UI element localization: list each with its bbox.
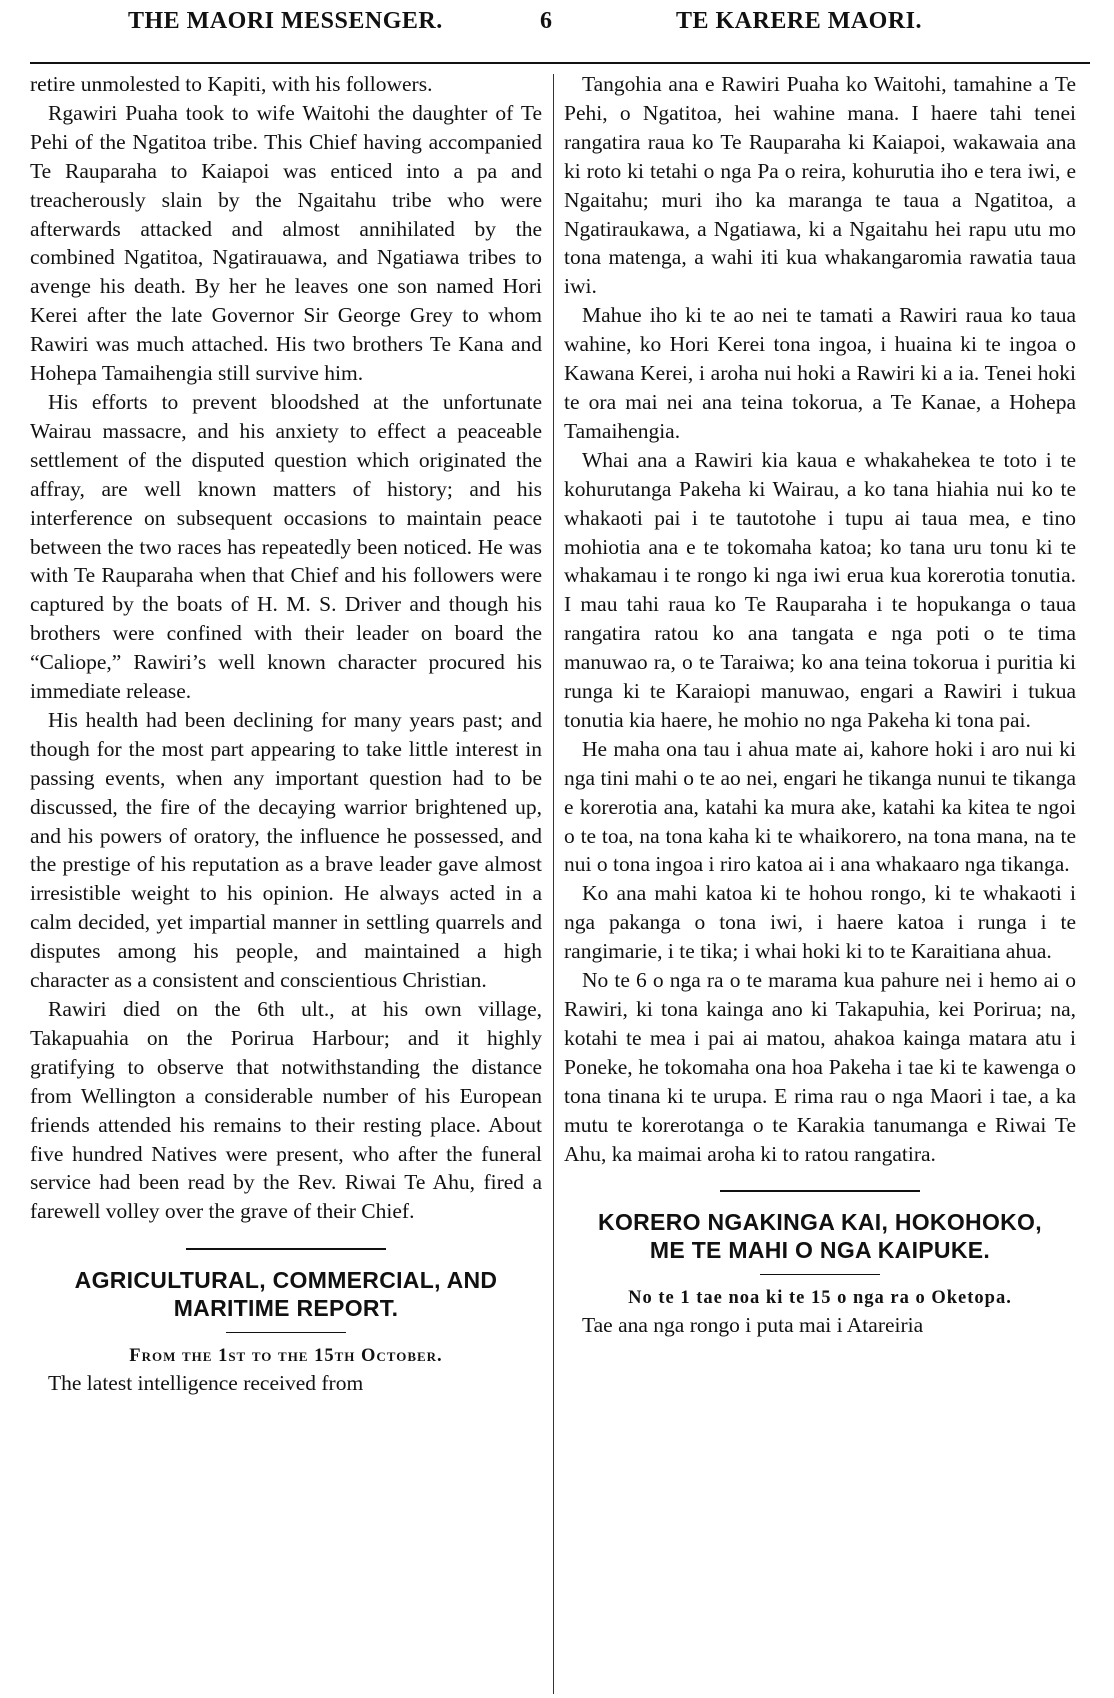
section-divider: [186, 1248, 386, 1250]
english-paragraph: Rgawiri Puaha took to wife Waitohi the daughter of Te Pehi of the Ngatitoa tribe. This Chief having accompanied Te Rauparaha to Kaiapoi was enticed into a pa and treacherously slain by the Ngaitahu tribe who were afterwards attacked and almost annihilated by the combined Ngatitoa, Ngatirauawa, and Ngatiawa tribes to avenge his death. By her he leaves one son named Hori Kerei after the late Governor Sir George Grey to whom Rawiri was much attached. His two brothers Te Kana and Hohepa Tamaihengia still survive him.: [30, 100, 542, 386]
maori-masthead-title: TE KARERE MAORI.: [676, 8, 923, 34]
english-masthead-title: THE MAORI MESSENGER.: [128, 8, 443, 34]
maori-paragraph: Whai ana a Rawiri kia kaua e whakahekea te toto i te kohurutanga Pakeha ki Wairau, a ko tana hiahia nui ko te whakaoti pai i te tautotohe i tupu ai taua mea, e tino mohiotia ana e te tokomaha katoa; ko tana uru tonu ki te whakamau i te rongo ki nga iwi erua kua korerotia tonutia. I mau tahi raua ko Te Rauparaha i te hopukanga o taua rangatira ratou ko ana tangata e nga poti o te tima manuwao ra, o te Taraiwa; ko ana teina tokorua i puritia ki runga ki te Karaiopi manuwao, engari a Rawiri i tukua tonutia kia haere, he mohio no nga Pakeha ki tona pai.: [564, 447, 1076, 732]
english-date-line: From the 1st to the 15th October.: [129, 1346, 443, 1367]
maori-paragraph: Mahue iho ki te ao nei te tamati a Rawiri raua ko taua wahine, ko Hori Kerei tona ingoa, i huaina ki te ingoa o Kawana Kerei, i aroha nui hoki a Rawiri ki a ia. Tenei hoki te ora mai nei ana teina tokorua, a Te Kanae, a Hohepa Tamaihengia.: [564, 303, 1076, 443]
header-rule: [30, 62, 1090, 64]
page-number: 6: [540, 8, 552, 34]
english-paragraph: Rawiri died on the 6th ult., at his own village, Takapuahia on the Porirua Harbour; and it highly gratifying to observe that notwithstanding the distance from Wellington a considerable number of his European friends attended his remains to their resting place. About five hundred Natives were present, who after the funeral service had been read by the Rev. Riwai Te Ahu, fired a farewell volley over the grave of their Chief.: [30, 997, 542, 1224]
maori-section-title-line1: KORERO NGAKINGA KAI, HOKOHOKO,: [598, 1209, 1042, 1236]
section-divider: [720, 1190, 920, 1192]
english-column: [30, 70, 542, 1398]
column-divider: [553, 74, 554, 1694]
maori-paragraph: Ko ana mahi katoa ki te hohou rongo, ki te whakaoti i nga pakanga o tona iwi, i haere katoa i runga i te rangimarie, i te tika; i whai hoki ki to te Karaitiana ahua.: [564, 881, 1076, 964]
english-paragraph: The latest intelligence received from: [48, 1371, 364, 1396]
english-paragraph: retire unmolested to Kapiti, with his followers.: [30, 72, 433, 96]
maori-date-line: No te 1 tae noa ki te 15 o nga ra o Oketopa.: [628, 1288, 1012, 1309]
english-section-title-line2: MARITIME REPORT.: [173, 1295, 399, 1322]
maori-paragraph: No te 6 o nga ra o te marama kua pahure nei i hemo ai o Rawiri, ki tona kainga ano ki Takapuhia, kei Porirua; na, kotahi te mea i pai ai matou, ahakoa kainga matara atu i Poneke, he tokomaha ona hoa Pakeha i tae ki te kawenga o tona tinana ki te urupa. E rima rau o nga Maori i tae, a ka mutu te korerotanga o te Karakia tanumanga e Riwai Te Ahu, ka maimai aroha ki to ratou rangatira.: [564, 968, 1076, 1166]
maori-paragraph: He maha ona tau i ahua mate ai, kahore hoki i aro nui ki nga tini mahi o te ao nei, engari he tikanga nunui te tikanga e korerotia ana, katahi ka mura ake, katahi ka kitea te ngoi o te toa, na tona kaha ki te whaikorero, na tona mana, na te nui o tona ingoa i riro katoa ai i ana whakaaro nga tikanga.: [564, 736, 1076, 877]
title-underline: [226, 1332, 346, 1333]
english-section-title-line1: AGRICULTURAL, COMMERCIAL, AND: [74, 1267, 498, 1294]
maori-paragraph: Tangohia ana e Rawiri Puaha ko Waitohi, tamahine a Te Pehi, o Ngatitoa, hei wahine mana. I haere tahi tenei rangatira raua ko Te Rauparaha ki Kaiapoi, wakawaia ana ki roto ki tetahi o nga Pa o reira, kohurutia iho e tera iwi, e Ngaitahu; muri iho ka maranga te taua a Ngatitoa, a Ngatiraukawa, a Ngatiawa, ki a Ngaitahu hei rapu utu mo tona matenga, a wahi iti kua whakangaromia rawatia taua iwi.: [564, 72, 1076, 299]
maori-column: [564, 70, 1076, 1340]
maori-section-title-line2: ME TE MAHI O NGA KAIPUKE.: [649, 1237, 991, 1264]
title-underline: [760, 1274, 880, 1275]
english-paragraph: His efforts to prevent bloodshed at the unfortunate Wairau massacre, and his anxiety to effect a peaceable settlement of the disputed question which originated the affray, are well known matters of history; and his interference on subsequent occasions to maintain peace between the two races has repeatedly been noticed. He was with Te Rauparaha when that Chief and his followers were captured by the boats of H. M. S. Driver and though his brothers were confined with their leader on board the “Caliope,” Rawiri’s well known character procured his immediate release.: [30, 389, 542, 704]
maori-paragraph: Tae ana nga rongo i puta mai i Atareiria: [582, 1313, 924, 1338]
masthead: [0, 0, 1114, 40]
english-paragraph: His health had been declining for many years past; and though for the most part appearing to take little interest in passing events, when any important question had to be discussed, the fire of the decaying warrior brightened up, and his powers of oratory, the influence he possessed, and the prestige of his reputation as a brave leader gave almost irresistible weight to his opinion. He always acted in a calm decided, yet impartial manner in settling quarrels and disputes among his people, and maintained a high character as a consistent and conscientious Christian.: [30, 707, 542, 993]
